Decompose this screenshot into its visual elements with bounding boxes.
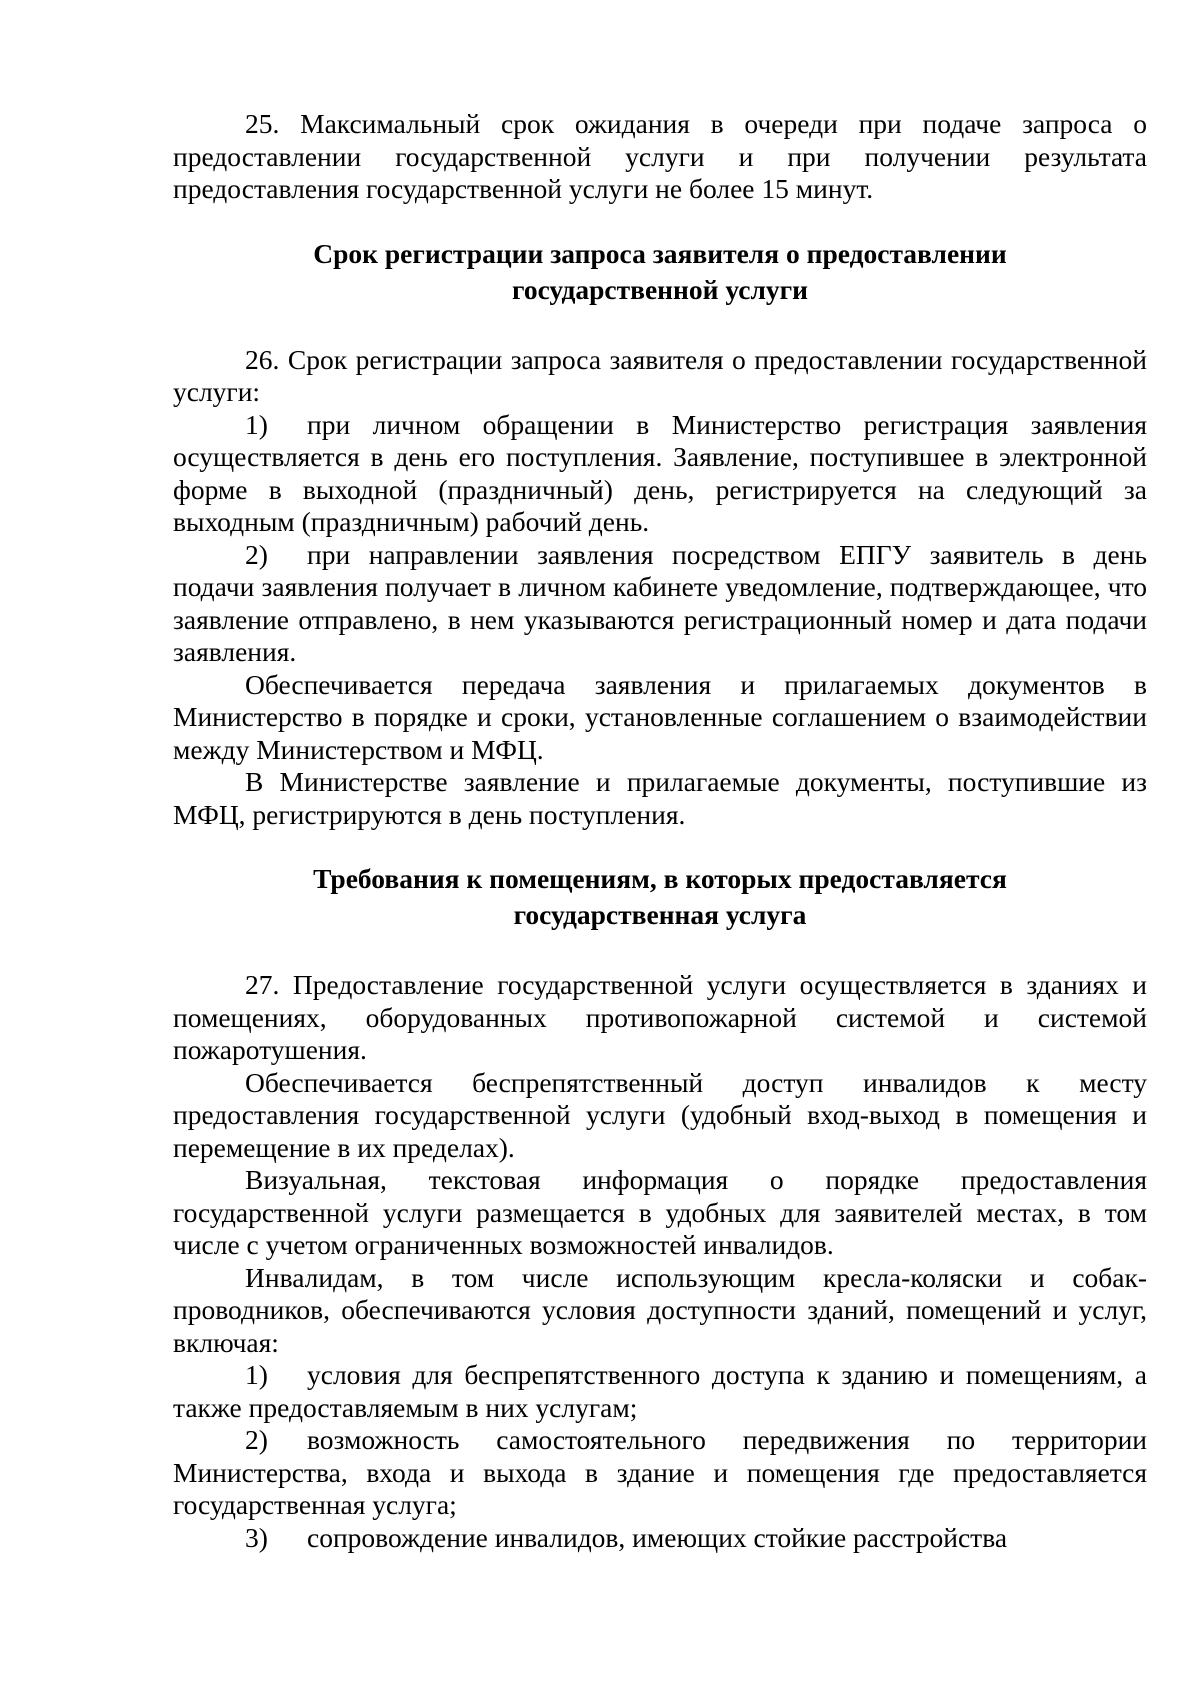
item-number: 1)	[245, 1359, 268, 1390]
paragraph-27-buildings: 27. Предоставление государственной услуги осуществляется в зданиях и помещениях, оборудованных противопожарной системой и системой пожаротушения.	[173, 969, 1147, 1065]
item-number: 2)	[245, 538, 268, 570]
paragraph-27-disabled-conditions: Инвалидам, в том числе использующим кресла-коляски и собак-проводников, обеспечиваются условия доступности зданий, помещений и услуг, включая:	[173, 1261, 1147, 1358]
item-text: при личном обращении в Министерство регистрация заявления осуществляется в день его поступления. Заявление, поступившее в электронной форме в выходной (праздничный) день, регистрируется на следующий за выходным (праздничным) рабочий день.	[173, 408, 1147, 537]
spacer	[173, 206, 1147, 236]
paragraph-25: 25. Максимальный срок ожидания в очереди при подаче запроса о предоставлении государственной услуги и при получении результата предоставления государственной услуги не более 15 минут.	[173, 108, 1147, 204]
item-text: возможность самостоятельного передвижения по территории Министерства, входа и выхода в здание и помещения где предоставляется государственная услуга;	[173, 1424, 1147, 1520]
paragraph-26-intro: 26. Срок регистрации запроса заявителя о предоставлении государственной услуги:	[173, 343, 1147, 407]
paragraph-26-item-1	[173, 409, 1147, 539]
item-text: условия для беспрепятственного доступа к зданию и помещениям, а также предоставляемым в них услугам;	[173, 1359, 1147, 1423]
paragraph-27-item-3	[173, 1522, 1147, 1555]
paragraph-27-visual-info: Визуальная, текстовая информация о порядке предоставления государственной услуги размещается в удобных для заявителей местах, в том числе с учетом ограниченных возможностей инвалидов.	[173, 1164, 1147, 1260]
heading-premises-line2: государственная услуга	[513, 899, 807, 930]
heading-registration	[173, 236, 1147, 308]
paragraph-26-mfc-transfer: Обеспечивается передача заявления и прилагаемых документов в Министерство в порядке и сроки, установленные соглашением о взаимодействии между Министерством и МФЦ.	[173, 668, 1147, 765]
paragraph-26-item-2	[173, 539, 1147, 669]
heading-registration-line1: Срок регистрации запроса заявителя о предоставлении	[313, 237, 1007, 269]
item-number: 1)	[245, 408, 268, 440]
spacer	[173, 933, 1147, 969]
heading-registration-line2: государственной услуги	[512, 273, 808, 305]
document-page	[173, 108, 1147, 1554]
paragraph-27-access: Обеспечивается беспрепятственный доступ инвалидов к месту предоставления государственной услуги (удобный вход-выход в помещения и перемещение в их пределах).	[173, 1066, 1147, 1163]
heading-premises-line1: Требования к помещениям, в которых предоставляется	[313, 863, 1007, 894]
spacer	[173, 308, 1147, 344]
paragraph-27-item-2	[173, 1424, 1147, 1522]
item-number: 3)	[245, 1521, 268, 1553]
paragraph-27-item-1	[173, 1359, 1147, 1424]
item-text: при направлении заявления посредством ЕПГУ заявитель в день подачи заявления получает в личном кабинете уведомление, подтверждающее, что заявление отправлено, в нем указываются регистрационный номер и дата подачи заявления.	[173, 538, 1147, 667]
item-text: сопровождение инвалидов, имеющих стойкие расстройства	[307, 1521, 1008, 1553]
spacer	[173, 831, 1147, 861]
heading-premises	[173, 861, 1147, 933]
item-number: 2)	[245, 1424, 268, 1455]
paragraph-26-mfc-registration: В Министерстве заявление и прилагаемые документы, поступившие из МФЦ, регистрируются в день поступления.	[173, 766, 1147, 830]
